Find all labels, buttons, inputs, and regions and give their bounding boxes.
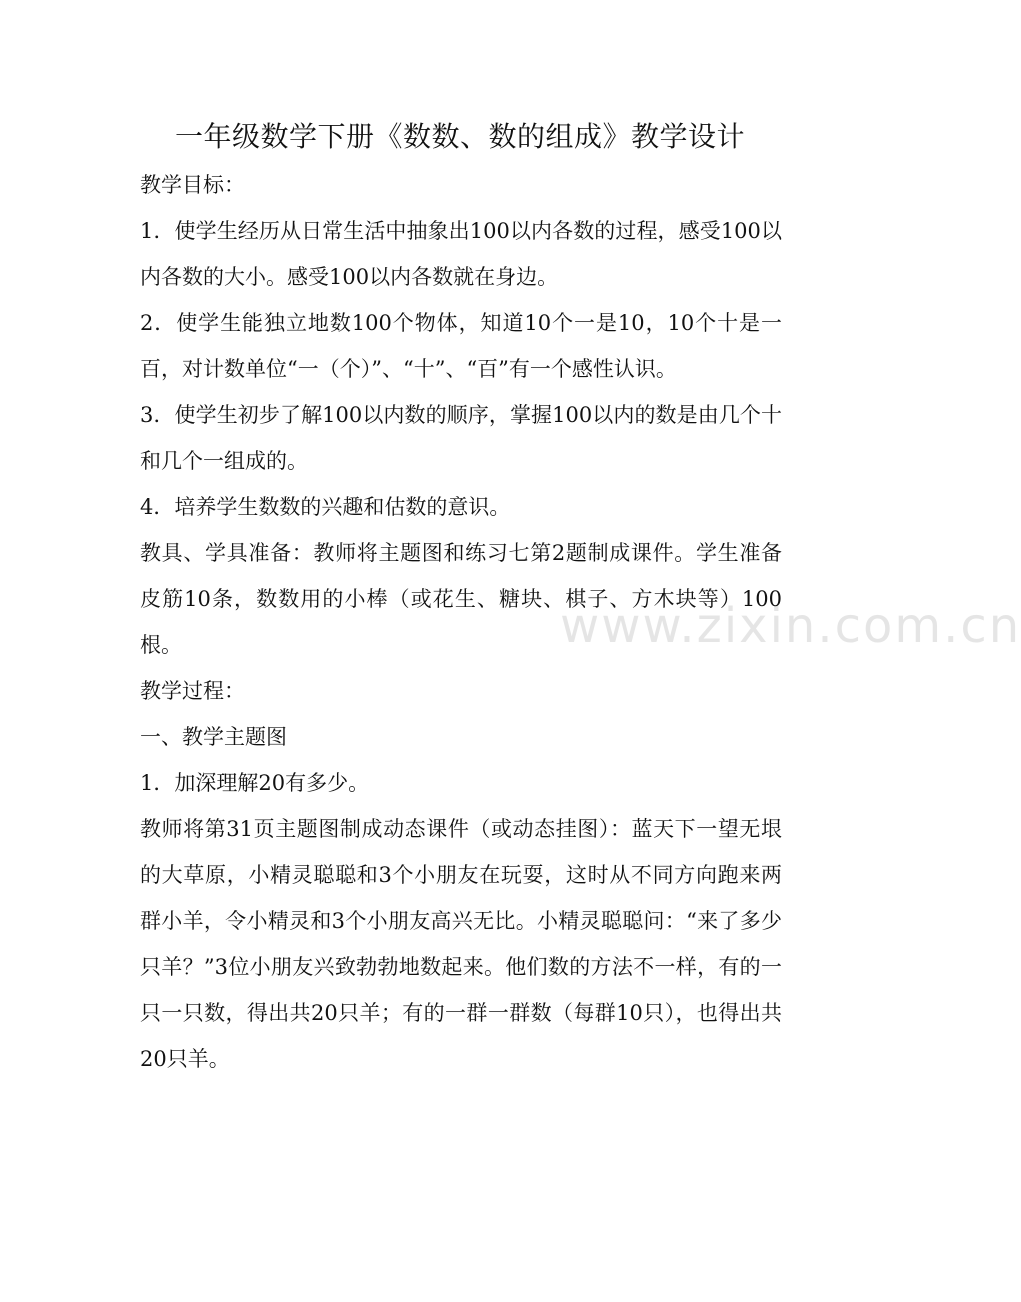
objective-item-2: 2．使学生能独立地数100个物体，知道10个一是10，10个十是一百，对计数单位“一（个）”、“十”、“百”有一个感性认识。 xyxy=(140,311,782,381)
objective-item-1: 1．使学生经历从日常生活中抽象出100以内各数的过程，感受100以内各数的大小。感受100以内各数就在身边。 xyxy=(140,219,782,289)
process-paragraph: 教师将第31页主题图制成动态课件（或动态挂图）：蓝天下一望无垠的大草原，小精灵聪聪和3个小朋友在玩耍，这时从不同方向跑来两群小羊，令小精灵和3个小朋友高兴无比。小精灵聪聪问：“来了多少只羊？”3位小朋友兴致勃勃地数起来。他们数的方法不一样，有的一只一只数，得出共20只羊；有的一群一群数（每群10只），也得出共20只羊。 xyxy=(140,817,782,1071)
document-title: 一年级数学下册《数数、数的组成》教学设计 xyxy=(174,120,745,153)
subsection-heading-theme: 一、教学主题图 xyxy=(140,725,287,749)
document-body xyxy=(140,162,782,1082)
objective-item-4: 4．培养学生数数的兴趣和估数的意识。 xyxy=(140,495,511,519)
objective-item-3: 3．使学生初步了解100以内数的顺序，掌握100以内的数是由几个十和几个一组成的。 xyxy=(140,403,782,473)
section-heading-objectives: 教学目标： xyxy=(140,173,245,197)
step-heading-1: 1．加深理解20有多少。 xyxy=(140,771,370,795)
section-heading-process: 教学过程： xyxy=(140,679,245,703)
materials-paragraph: 教具、学具准备：教师将主题图和练习七第2题制成课件。学生准备皮筋10条，数数用的小棒（或花生、糖块、棋子、方木块等）100根。 xyxy=(140,541,782,657)
watermark: www.zixin.com.cn xyxy=(560,598,1021,654)
